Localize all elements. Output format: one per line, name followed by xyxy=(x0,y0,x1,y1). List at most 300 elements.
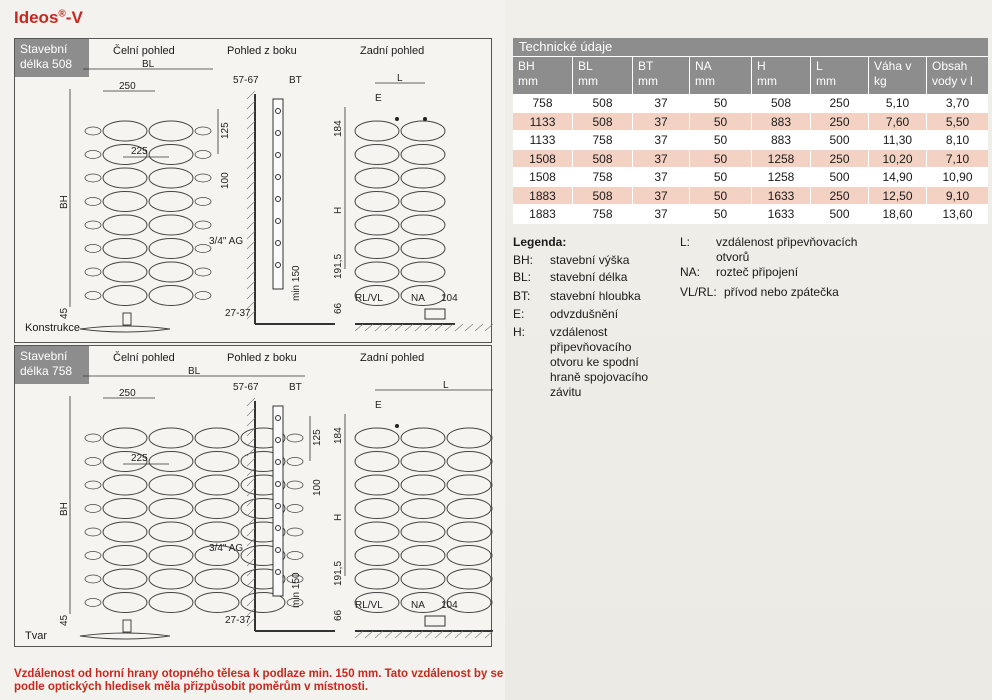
wall-hatch xyxy=(247,171,255,179)
table-cell: 50 xyxy=(690,168,752,186)
legend-title: Legenda: xyxy=(513,235,567,249)
dimension-label: NA xyxy=(411,600,425,611)
column-header: Obsah vody v l xyxy=(932,59,973,88)
floor-hatch xyxy=(445,324,453,331)
radiator-element xyxy=(149,428,193,448)
wall-hatch xyxy=(247,418,255,426)
table-cell: 1508 xyxy=(513,168,573,186)
radiator-element xyxy=(195,221,211,229)
connection-pipe xyxy=(123,620,131,632)
table-cell: 5,10 xyxy=(869,94,927,112)
dimension-label: 3/4" AG xyxy=(209,236,244,247)
radiator-element xyxy=(85,198,101,206)
table-row xyxy=(513,150,988,169)
table-cell: 500 xyxy=(811,205,869,223)
table-cell: 37 xyxy=(633,205,690,223)
dimension-label: NA xyxy=(411,293,425,304)
column-header: NA mm xyxy=(690,57,752,94)
wall-hatch xyxy=(247,211,255,219)
floor-hatch xyxy=(375,324,383,331)
wall-hatch xyxy=(247,141,255,149)
construction-shape xyxy=(80,326,170,332)
table-cell: 508 xyxy=(573,113,633,131)
dimension-label: 225 xyxy=(131,146,148,157)
radiator-element xyxy=(149,569,193,589)
wall-hatch xyxy=(247,578,255,586)
floor-hatch xyxy=(395,631,403,638)
wall-hatch xyxy=(247,101,255,109)
radiator-element xyxy=(195,151,211,159)
table-cell: 250 xyxy=(811,94,869,112)
wall-hatch xyxy=(247,598,255,606)
radiator-element xyxy=(85,481,101,489)
radiator-element xyxy=(103,286,147,306)
radiator-element xyxy=(103,499,147,519)
floor-hatch xyxy=(355,324,363,331)
table-cell: 1133 xyxy=(513,113,573,131)
dimension-label: RL/VL xyxy=(355,600,383,611)
connection-block xyxy=(425,309,445,319)
table-cell: 37 xyxy=(633,131,690,149)
floor-hatch xyxy=(415,324,423,331)
wall-hatch xyxy=(247,221,255,229)
shape-label: Tvar xyxy=(25,630,47,642)
table-row xyxy=(513,205,988,224)
wall-hatch xyxy=(247,281,255,289)
radiator-element xyxy=(287,481,303,489)
wall-hatch xyxy=(247,438,255,446)
wall-hatch xyxy=(247,398,255,406)
radiator-element xyxy=(85,151,101,159)
radiator-element xyxy=(195,499,239,519)
floor-hatch xyxy=(475,631,483,638)
wall-hatch xyxy=(247,251,255,259)
floor-hatch xyxy=(425,631,433,638)
floor-hatch xyxy=(355,631,363,638)
radiator-element xyxy=(195,569,239,589)
table-cell: 50 xyxy=(690,205,752,223)
radiator-element xyxy=(85,575,101,583)
radiator-element xyxy=(103,593,147,613)
dimension-label: 184 xyxy=(333,120,344,137)
table-cell: 1258 xyxy=(752,168,811,186)
radiator-element xyxy=(149,239,193,259)
table-cell: 9,10 xyxy=(945,188,970,203)
radiator-element xyxy=(447,546,491,566)
radiator-side xyxy=(273,406,283,596)
side-view-label: Pohled z boku xyxy=(227,45,297,57)
radiator-element xyxy=(401,192,445,212)
table-cell: 5,50 xyxy=(945,114,970,129)
dimension-label: 125 xyxy=(220,122,231,139)
dimension-label: 225 xyxy=(131,453,148,464)
radiator-element xyxy=(401,145,445,165)
table-header xyxy=(513,56,988,94)
wall-hatch xyxy=(247,161,255,169)
panel-header: Stavební délka 758 xyxy=(15,346,89,384)
radiator-element xyxy=(355,262,399,282)
column-header: BH mm xyxy=(513,57,573,94)
radiator-element xyxy=(85,599,101,607)
dimension-label: 57-67 xyxy=(233,382,259,393)
radiator-element xyxy=(85,552,101,560)
wall-hatch xyxy=(247,181,255,189)
floor-hatch xyxy=(405,631,413,638)
table-cell: 1633 xyxy=(752,205,811,223)
column-header: BL mm xyxy=(573,57,633,94)
table-row xyxy=(513,131,988,150)
dimension-label: 191,5 xyxy=(333,253,344,279)
back-view-label: Zadní pohled xyxy=(360,45,425,57)
radiator-element xyxy=(401,168,445,188)
table-cell: 250 xyxy=(811,187,869,205)
radiator-side xyxy=(273,99,283,289)
radiator-element xyxy=(355,522,399,542)
table-cell: 1633 xyxy=(752,187,811,205)
table-row xyxy=(513,113,988,132)
table-cell: 508 xyxy=(573,187,633,205)
floor-hatch xyxy=(435,324,443,331)
radiator-element xyxy=(149,192,193,212)
wall-hatch xyxy=(247,508,255,516)
dimension-label: 125 xyxy=(312,429,323,446)
table-cell: 508 xyxy=(573,150,633,168)
table-cell: 11,30 xyxy=(869,131,927,149)
dimension-label: H xyxy=(333,513,344,521)
radiator-element xyxy=(401,239,445,259)
dimension-label: BL xyxy=(142,59,155,70)
radiator-element xyxy=(195,174,211,182)
table-cell: 500 xyxy=(811,131,869,149)
floor-hatch xyxy=(475,324,483,331)
radiator-element xyxy=(85,458,101,466)
table-cell: 50 xyxy=(690,113,752,131)
radiator-element xyxy=(85,127,101,135)
drawing-panel-508 xyxy=(14,38,492,343)
radiator-element xyxy=(195,268,211,276)
wall-hatch xyxy=(247,588,255,596)
wall-hatch xyxy=(247,271,255,279)
radiator-element xyxy=(85,505,101,513)
wall-hatch xyxy=(247,478,255,486)
table-cell: 3,70 xyxy=(945,96,970,110)
floor-hatch xyxy=(385,631,393,638)
floor-hatch xyxy=(395,324,403,331)
floor-hatch xyxy=(415,631,423,638)
radiator-element xyxy=(401,499,445,519)
radiator-element xyxy=(447,452,491,472)
radiator-element xyxy=(355,192,399,212)
radiator-element xyxy=(447,522,491,542)
radiator-element xyxy=(103,168,147,188)
radiator-element xyxy=(287,434,303,442)
radiator-element xyxy=(103,475,147,495)
floor-hatch xyxy=(465,324,473,331)
radiator-element xyxy=(401,475,445,495)
table-cell: 13,60 xyxy=(942,207,973,221)
table-cell: 1508 xyxy=(513,150,573,168)
radiator-element xyxy=(85,174,101,182)
wall-hatch xyxy=(247,528,255,536)
floor-hatch xyxy=(445,631,453,638)
radiator-element xyxy=(149,475,193,495)
floor-hatch xyxy=(385,324,393,331)
table-cell: 37 xyxy=(633,168,690,186)
radiator-element xyxy=(355,546,399,566)
radiator-element xyxy=(355,475,399,495)
floor-hatch xyxy=(485,324,493,331)
radiator-element xyxy=(85,221,101,229)
radiator-element xyxy=(85,268,101,276)
table-cell: 10,90 xyxy=(942,170,973,184)
dimension-label: min 150 xyxy=(291,572,302,608)
floor-hatch xyxy=(365,324,373,331)
floor-hatch xyxy=(405,324,413,331)
radiator-element xyxy=(103,262,147,282)
table-row xyxy=(513,168,988,187)
radiator-element xyxy=(149,499,193,519)
dimension-label: BL xyxy=(188,366,201,377)
radiator-element xyxy=(355,121,399,141)
dimension-label: 66 xyxy=(333,302,344,314)
table-cell: 1883 xyxy=(513,205,573,223)
floor-hatch xyxy=(455,324,463,331)
radiator-element xyxy=(401,569,445,589)
wall-hatch xyxy=(247,131,255,139)
dimension-label: BH xyxy=(59,195,70,209)
radiator-element xyxy=(103,522,147,542)
table-cell: 37 xyxy=(633,94,690,112)
radiator-element xyxy=(355,145,399,165)
dimension-label: 45 xyxy=(59,614,70,626)
wall-hatch xyxy=(247,121,255,129)
dimension-label: 27-37 xyxy=(225,308,251,319)
connection-block xyxy=(425,616,445,626)
technical-drawing xyxy=(15,346,493,648)
table-cell: 1133 xyxy=(513,131,573,149)
dimension-label: 100 xyxy=(312,479,323,496)
table-cell: 50 xyxy=(690,94,752,112)
table-cell: 500 xyxy=(811,168,869,186)
floor-hatch xyxy=(435,631,443,638)
table-cell: 50 xyxy=(690,131,752,149)
wall-hatch xyxy=(247,111,255,119)
radiator-element xyxy=(401,452,445,472)
radiator-element xyxy=(287,505,303,513)
wall-hatch xyxy=(247,241,255,249)
radiator-element xyxy=(401,428,445,448)
front-view-label: Čelní pohled xyxy=(113,45,175,57)
radiator-element xyxy=(355,499,399,519)
table-cell: 7,60 xyxy=(869,113,927,131)
column-header: L mm xyxy=(811,57,869,94)
radiator-element xyxy=(103,121,147,141)
table-cell: 758 xyxy=(513,94,573,112)
radiator-element xyxy=(103,546,147,566)
radiator-element xyxy=(195,452,239,472)
radiator-element xyxy=(103,428,147,448)
vent-point xyxy=(395,117,399,121)
radiator-element xyxy=(401,121,445,141)
wall-hatch xyxy=(247,201,255,209)
dimension-label: L xyxy=(397,73,403,84)
radiator-element xyxy=(355,569,399,589)
table-cell: 883 xyxy=(752,131,811,149)
table-cell: 758 xyxy=(573,205,633,223)
radiator-element xyxy=(103,569,147,589)
wall-hatch xyxy=(247,518,255,526)
table-cell: 250 xyxy=(811,113,869,131)
drawing-panel-758 xyxy=(14,345,492,647)
column-header: Váha v kg xyxy=(869,57,927,94)
technical-drawing xyxy=(15,39,493,344)
front-view-label: Čelní pohled xyxy=(113,352,175,364)
vent-point xyxy=(395,424,399,428)
radiator-element xyxy=(103,239,147,259)
dimension-label: 27-37 xyxy=(225,615,251,626)
radiator-element xyxy=(149,215,193,235)
table-cell: 37 xyxy=(633,113,690,131)
floor-hatch xyxy=(485,631,493,638)
radiator-element xyxy=(85,292,101,300)
dimension-label: 250 xyxy=(119,81,136,92)
table-row xyxy=(513,187,988,206)
wall-hatch xyxy=(247,231,255,239)
table-cell: 7,10 xyxy=(945,151,970,166)
radiator-element xyxy=(287,552,303,560)
dimension-label: 104 xyxy=(441,600,458,611)
radiator-element xyxy=(85,434,101,442)
radiator-element xyxy=(103,215,147,235)
radiator-element xyxy=(355,239,399,259)
table-cell: 50 xyxy=(690,150,752,168)
table-title: Technické údaje xyxy=(513,38,988,56)
radiator-element xyxy=(195,593,239,613)
table-cell: 758 xyxy=(573,168,633,186)
radiator-element xyxy=(195,292,211,300)
table-cell: 1883 xyxy=(513,187,573,205)
radiator-element xyxy=(195,198,211,206)
radiator-element xyxy=(355,168,399,188)
radiator-element xyxy=(401,546,445,566)
connection-pipe xyxy=(123,313,131,325)
radiator-element xyxy=(447,569,491,589)
dimension-label: E xyxy=(375,400,382,411)
dimension-label: BT xyxy=(289,382,302,393)
construction-shape xyxy=(80,633,170,639)
radiator-element xyxy=(85,245,101,253)
table-cell: 18,60 xyxy=(869,205,927,223)
wall-hatch xyxy=(247,261,255,269)
radiator-element xyxy=(149,168,193,188)
radiator-element xyxy=(355,215,399,235)
radiator-element xyxy=(447,499,491,519)
radiator-element xyxy=(195,428,239,448)
dimension-label: 100 xyxy=(220,172,231,189)
table-cell: 758 xyxy=(573,131,633,149)
floor-hatch xyxy=(465,631,473,638)
radiator-element xyxy=(149,121,193,141)
floor-hatch xyxy=(425,324,433,331)
radiator-element xyxy=(447,475,491,495)
dimension-label: 57-67 xyxy=(233,75,259,86)
radiator-element xyxy=(287,458,303,466)
back-view-label: Zadní pohled xyxy=(360,352,425,364)
table-cell: 10,20 xyxy=(869,150,927,168)
radiator-element xyxy=(195,127,211,135)
dimension-label: BT xyxy=(289,75,302,86)
construction-label: Konstrukce xyxy=(25,322,81,334)
radiator-element xyxy=(149,262,193,282)
radiator-element xyxy=(195,522,239,542)
table-cell: 508 xyxy=(573,94,633,112)
dimension-label: min 150 xyxy=(291,265,302,301)
floor-hatch xyxy=(365,631,373,638)
table-cell: 8,10 xyxy=(945,133,970,147)
table-cell: 50 xyxy=(690,187,752,205)
panel-header: Stavební délka 508 xyxy=(15,39,89,77)
column-header: BT mm xyxy=(633,57,690,94)
radiator-element xyxy=(287,528,303,536)
document-title: Ideos®-V xyxy=(14,8,83,27)
radiator-element xyxy=(149,546,193,566)
wall-hatch xyxy=(247,191,255,199)
floor-hatch xyxy=(375,631,383,638)
dimension-label: H xyxy=(333,206,344,214)
radiator-element xyxy=(85,528,101,536)
table-cell: 14,90 xyxy=(869,168,927,186)
wall-hatch xyxy=(247,91,255,99)
dimension-label: E xyxy=(375,93,382,104)
wall-hatch xyxy=(247,548,255,556)
wall-hatch xyxy=(247,498,255,506)
radiator-element xyxy=(401,262,445,282)
radiator-element xyxy=(149,522,193,542)
radiator-element xyxy=(401,215,445,235)
wall-hatch xyxy=(247,291,255,299)
radiator-element xyxy=(149,593,193,613)
dimension-label: 191,5 xyxy=(333,560,344,586)
dimension-label: 184 xyxy=(333,427,344,444)
dimension-label: 45 xyxy=(59,307,70,319)
table-cell: 37 xyxy=(633,150,690,168)
radiator-element xyxy=(355,428,399,448)
dimension-label: 66 xyxy=(333,609,344,621)
wall-hatch xyxy=(247,151,255,159)
dimension-label: 250 xyxy=(119,388,136,399)
table-cell: 883 xyxy=(752,113,811,131)
radiator-element xyxy=(447,428,491,448)
table-cell: 12,50 xyxy=(869,187,927,205)
floor-hatch xyxy=(455,631,463,638)
radiator-element xyxy=(103,192,147,212)
footnote: Vzdálenost od horní hrany otopného tělesa k podlaze min. 150 mm. Tato vzdálenost by se podle optických hledisek měla přizpůsobit poměrům v místnosti. xyxy=(14,668,504,693)
table-cell: 508 xyxy=(752,94,811,112)
dimension-label: RL/VL xyxy=(355,293,383,304)
wall-hatch xyxy=(247,408,255,416)
dimension-label: 104 xyxy=(441,293,458,304)
radiator-element xyxy=(149,286,193,306)
column-header: H mm xyxy=(752,57,811,94)
table-row xyxy=(513,94,988,113)
table-cell: 1258 xyxy=(752,150,811,168)
wall-hatch xyxy=(247,458,255,466)
dimension-label: BH xyxy=(59,502,70,516)
radiator-element xyxy=(195,475,239,495)
radiator-element xyxy=(401,522,445,542)
radiator-element xyxy=(149,145,193,165)
table-cell: 250 xyxy=(811,150,869,168)
